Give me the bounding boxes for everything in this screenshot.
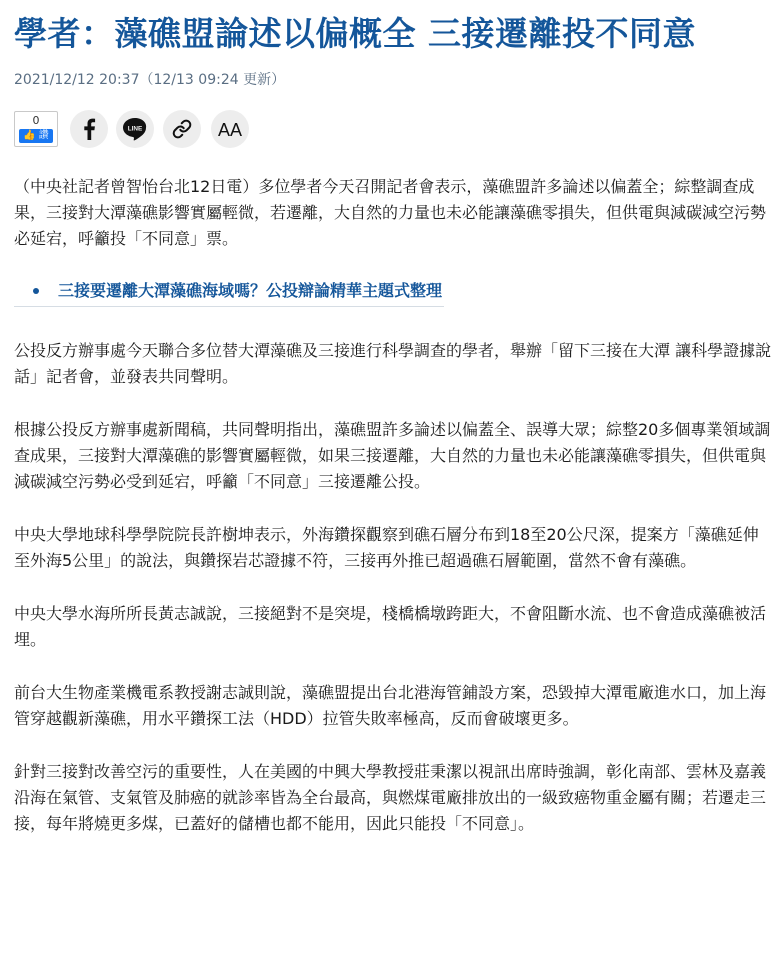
line-icon — [122, 117, 148, 141]
copy-link-button[interactable] — [163, 110, 201, 148]
line-share-button[interactable] — [116, 110, 154, 148]
related-topic — [14, 278, 774, 307]
article-dateline: 2021/12/12 20:37（12/13 09:24 更新） — [14, 72, 286, 88]
svg-text:LINE: LINE — [127, 125, 143, 133]
like-label: 👍 讚 — [19, 129, 53, 143]
paragraph: 前台大生物產業機電系教授謝志誠則說，藻礁盟提出台北港海管鋪設方案，恐毀掉大潭電廠進水口，加上海管穿越觀新藻礁，用水平鑽探工法（HDD）拉管失敗率極高，反而會破壞更多。 — [14, 683, 767, 728]
facebook-icon — [82, 118, 96, 140]
font-size-icon — [217, 119, 243, 139]
svg-text:AA: AA — [218, 120, 243, 139]
paragraph: 中央大學地球科學學院院長許樹坤表示，外海鑽探觀察到礁石層分布到18至20公尺深，提案方「藻礁延伸至外海5公里」的說法，與鑽探岩芯證據不符，三接再外推已超過礁石層範圍，當然不會有藻礁。 — [14, 525, 759, 570]
related-topic-label: 三接要遷離大潭藻礁海域嗎？公投辯論精華主題式整理 — [58, 281, 443, 300]
paragraph: 根據公投反方辦事處新聞稿，共同聲明指出，藻礁盟許多論述以偏蓋全、誤導大眾；綜整20多個專業領域調查成果，三接對大潭藻礁的影響實屬輕微，如果三接遷離，大自然的力量也未必能讓藻礁零損失，但供電與減碳減空污勢必受到延宕，呼籲「不同意」三接遷離公投。 — [14, 420, 771, 491]
related-topic-link[interactable] — [14, 278, 444, 307]
paragraph: 公投反方辦事處今天聯合多位替大潭藻礁及三接進行科學調查的學者，舉辦「留下三接在大潭 讓科學證據說話」記者會，並發表共同聲明。 — [14, 341, 772, 386]
paragraph-lead: （中央社記者曾智怡台北12日電）多位學者今天召開記者會表示，藻礁盟許多論述以偏蓋全；綜整調查成果，三接對大潭藻礁影響實屬輕微，若遷離，大自然的力量也未必能讓藻礁零損失，但供電與減碳減空污勢必延宕，呼籲投「不同意」票。 — [14, 177, 767, 248]
like-count: 0 — [32, 114, 40, 127]
facebook-share-button[interactable] — [70, 110, 108, 148]
article-body — [14, 174, 774, 864]
bullet-icon — [33, 288, 39, 294]
paragraph: 中央大學水海所所長黃志誠說，三接絕對不是突堤，棧橋橋墩跨距大，不會阻斷水流、也不會造成藻礁被活埋。 — [14, 604, 767, 649]
article-title: 學者：藻礁盟論述以偏概全 三接遷離投不同意 — [14, 14, 696, 53]
paragraph: 針對三接對改善空污的重要性，人在美國的中興大學教授莊秉潔以視訊出席時強調，彰化南部、雲林及嘉義沿海在氣管、支氣管及肺癌的就診率皆為全台最高，與燃煤電廠排放出的一級致癌物重金屬有關；若遷走三接，每年將燒更多煤，已蓋好的儲槽也都不能用，因此只能投「不同意」。 — [14, 762, 767, 833]
link-icon — [172, 119, 192, 139]
facebook-like-button[interactable] — [14, 111, 58, 147]
font-size-button[interactable] — [211, 110, 249, 148]
